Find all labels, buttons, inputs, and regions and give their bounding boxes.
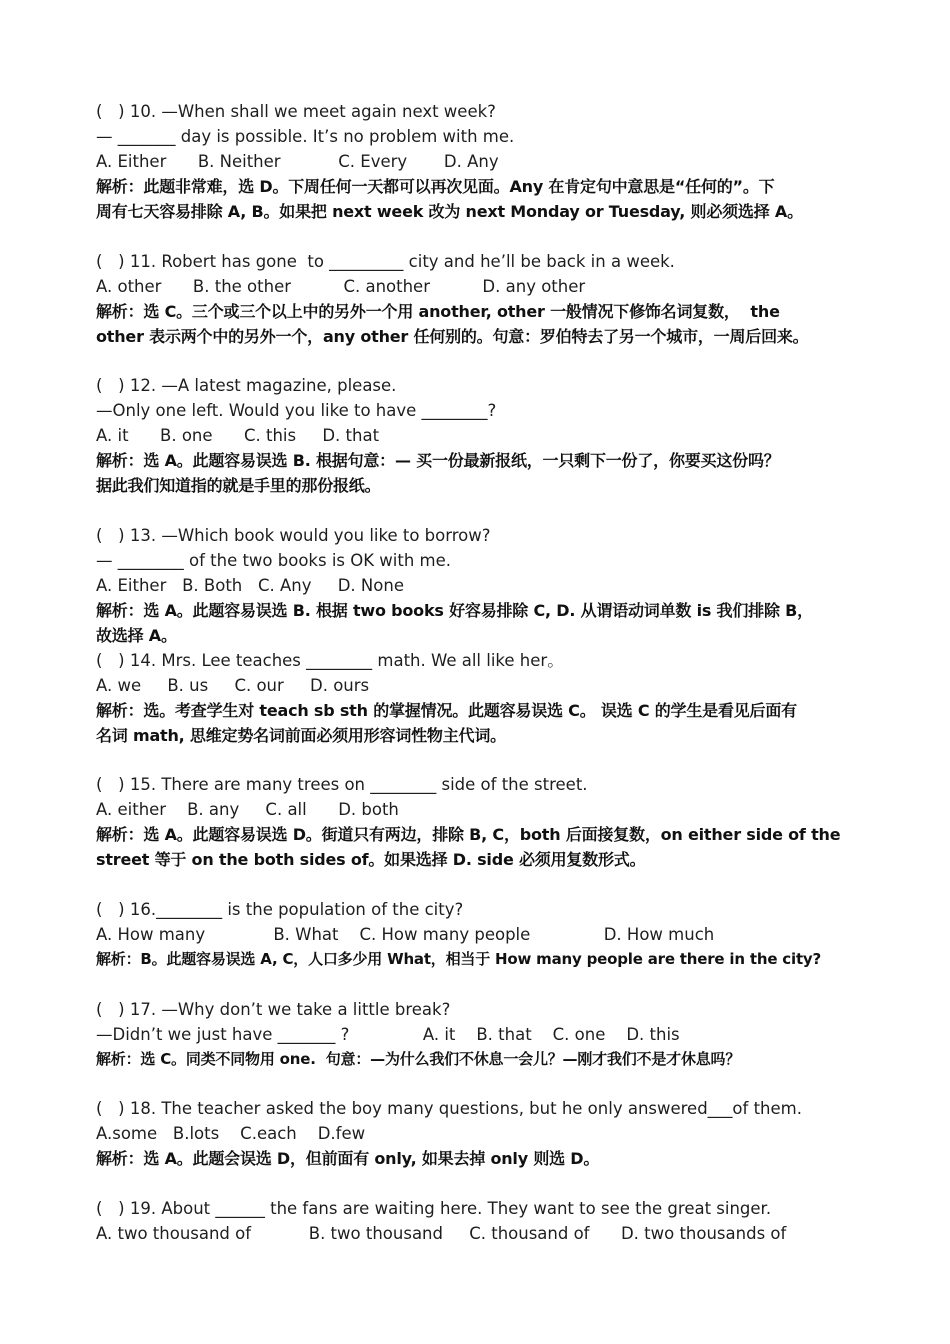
question-13-stem: ( ) 13. —Which book would you like to borrow? xyxy=(96,526,491,545)
question-11-options: A. other B. the other C. another D. any other xyxy=(96,277,586,296)
question-10-explanation-2: 周有七天容易排除 A, B。如果把 next week 改为 next Monday or Tuesday, 则必须选择 A。 xyxy=(96,202,803,221)
question-13-options: A. Either B. Both C. Any D. None xyxy=(96,576,404,595)
question-17-stem-2: —Didn’t we just have _______ ? A. it B. that C. one D. this xyxy=(96,1025,680,1044)
question-11-stem: ( ) 11. Robert has gone to _________ city and he’ll be back in a week. xyxy=(96,252,675,271)
question-16-explanation-1: 解析：B。此题容易误选 A, C，人口多少用 What，相当于 How many people are there in the city? xyxy=(96,950,821,968)
question-14-explanation-1: 解析：选。考查学生对 teach sb sth 的掌握情况。此题容易误选 C。 误选 C 的学生是看见后面有 xyxy=(96,701,797,720)
question-10-options: A. Either B. Neither C. Every D. Any xyxy=(96,152,499,171)
question-15-stem: ( ) 15. There are many trees on ________ side of the street. xyxy=(96,775,588,794)
question-15-explanation-1: 解析：选 A。此题容易误选 D。街道只有两边，排除 B, C，both 后面接复数，on either side of the xyxy=(96,825,841,844)
question-10-stem-2: — _______ day is possible. It’s no problem with me. xyxy=(96,127,515,146)
question-11-explanation-2: other 表示两个中的另外一个，any other 任何别的。句意：罗伯特去了另一个城市，一周后回来。 xyxy=(96,327,809,346)
question-10-stem: ( ) 10. —When shall we meet again next week? xyxy=(96,102,496,121)
question-18-explanation-1: 解析：选 A。此题会误选 D，但前面有 only, 如果去掉 only 则选 D。 xyxy=(96,1149,600,1168)
question-14-options: A. we B. us C. our D. ours xyxy=(96,676,370,695)
question-12-explanation-2: 据此我们知道指的就是手里的那份报纸。 xyxy=(96,476,381,495)
question-18-stem: ( ) 18. The teacher asked the boy many questions, but he only answered___of them. xyxy=(96,1099,802,1118)
question-16-stem: ( ) 16.________ is the population of the city? xyxy=(96,900,464,919)
question-14-explanation-2: 名词 math, 思维定势名词前面必须用形容词性物主代词。 xyxy=(96,726,506,745)
question-12-options: A. it B. one C. this D. that xyxy=(96,426,380,445)
question-16-options: A. How many B. What C. How many people D. How much xyxy=(96,925,715,944)
question-15-options: A. either B. any C. all D. both xyxy=(96,800,399,819)
question-10-explanation-1: 解析：此题非常难，选 D。下周任何一天都可以再次见面。Any 在肯定句中意思是“任何的”。下 xyxy=(96,177,775,196)
question-15-explanation-2: street 等于 on the both sides of。如果选择 D. side 必须用复数形式。 xyxy=(96,850,646,869)
question-19-options: A. two thousand of B. two thousand C. thousand of D. two thousands of xyxy=(96,1224,787,1243)
question-12-stem-2: —Only one left. Would you like to have ________? xyxy=(96,401,497,420)
question-12-stem: ( ) 12. —A latest magazine, please. xyxy=(96,376,397,395)
question-13-explanation-2: 故选择 A。 xyxy=(96,626,177,645)
question-13-explanation-1: 解析：选 A。此题容易误选 B. 根据 two books 好容易排除 C, D. 从谓语动词单数 is 我们排除 B， xyxy=(96,601,813,620)
question-11-explanation-1: 解析：选 C。三个或三个以上中的另外一个用 another, other 一般情况下修饰名词复数， the xyxy=(96,302,780,321)
question-13-stem-2: — ________ of the two books is OK with me. xyxy=(96,551,452,570)
question-17-explanation-1: 解析：选 C。同类不同物用 one. 句意：—为什么我们不休息一会儿？—刚才我们不是才休息吗？ xyxy=(96,1050,741,1068)
question-14-stem: ( ) 14. Mrs. Lee teaches ________ math. We all like her。 xyxy=(96,651,564,670)
question-17-stem: ( ) 17. —Why don’t we take a little break? xyxy=(96,1000,451,1019)
question-12-explanation-1: 解析：选 A。此题容易误选 B. 根据句意：— 买一份最新报纸，一只剩下一份了，你要买这份吗？ xyxy=(96,451,780,470)
question-19-stem: ( ) 19. About ______ the fans are waiting here. They want to see the great singer. xyxy=(96,1199,772,1218)
question-18-options: A.some B.lots C.each D.few xyxy=(96,1124,366,1143)
